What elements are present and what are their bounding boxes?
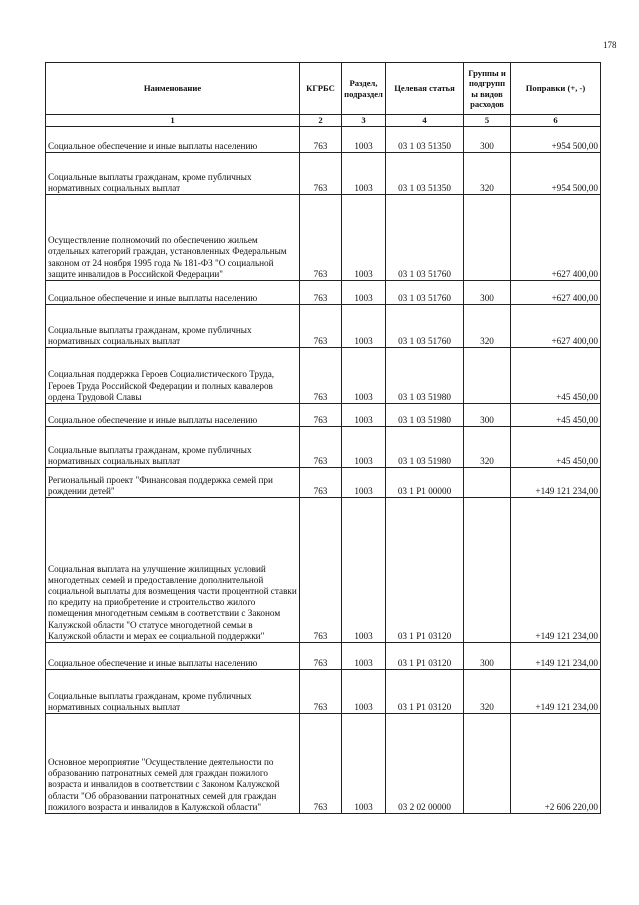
row-section: 1003 [342,643,386,670]
row-kgrbs: 763 [300,468,342,498]
row-group: 320 [464,427,511,468]
table-row [46,427,601,468]
row-amount: +45 450,00 [511,348,601,404]
table-row [46,643,601,670]
row-kgrbs: 763 [300,643,342,670]
row-name: Социальная выплата на улучшение жилищных условий многодетных семей и предоставление дополнительной социальной выплаты для возмещения части процентной ставки по кредиту на приобретение и строительство жилого помещения многодетным семьям в соответствии с Законом Калужской области "О статусе многодетной семьи в Калужской области и мерах ее социальной поддержки" [46,498,300,643]
header-target: Целевая статья [386,63,464,115]
row-section: 1003 [342,195,386,281]
row-name: Основное мероприятие "Осуществление деятельности по образованию патронатных семей для граждан пожилого возраста и инвалидов в соответствии с Законом Калужской области "Об образовании патронатных семей для граждан пожилого возраста и инвалидов в Калужской области" [46,714,300,814]
column-number-row [46,115,601,127]
table-row [46,281,601,305]
row-target: 03 1 03 51760 [386,195,464,281]
row-group: 320 [464,153,511,195]
column-number: 1 [46,115,300,127]
row-target: 03 1 03 51350 [386,127,464,153]
table-header-row [46,63,601,115]
column-number: 4 [386,115,464,127]
table-row [46,153,601,195]
table-row [46,348,601,404]
row-group [464,348,511,404]
row-group: 300 [464,643,511,670]
row-target: 03 1 03 51980 [386,404,464,427]
table-row [46,498,601,643]
column-number: 3 [342,115,386,127]
row-name: Социальное обеспечение и иные выплаты населению [46,643,300,670]
row-target: 03 1 03 51980 [386,348,464,404]
row-name: Социальное обеспечение и иные выплаты населению [46,127,300,153]
row-name: Социальные выплаты гражданам, кроме публичных нормативных социальных выплат [46,305,300,348]
row-name: Осуществление полномочий по обеспечению жильем отдельных категорий граждан, установленных Федеральным законом от 24 ноября 1995 года № 181-ФЗ "О социальной защите инвалидов в Российской Федерации" [46,195,300,281]
row-section: 1003 [342,305,386,348]
row-amount: +954 500,00 [511,127,601,153]
row-section: 1003 [342,670,386,714]
row-group [464,468,511,498]
row-target: 03 1 P1 00000 [386,468,464,498]
row-target: 03 1 P1 03120 [386,498,464,643]
row-name: Социальная поддержка Героев Социалистического Труда, Героев Труда Российской Федерации и полных кавалеров ордена Трудовой Славы [46,348,300,404]
row-kgrbs: 763 [300,427,342,468]
row-group [464,714,511,814]
row-kgrbs: 763 [300,153,342,195]
budget-table [45,62,601,814]
row-group: 320 [464,305,511,348]
row-name: Социальные выплаты гражданам, кроме публичных нормативных социальных выплат [46,153,300,195]
row-target: 03 1 03 51350 [386,153,464,195]
table-row [46,127,601,153]
row-amount: +627 400,00 [511,195,601,281]
row-amount: +627 400,00 [511,281,601,305]
row-kgrbs: 763 [300,195,342,281]
column-number: 6 [511,115,601,127]
row-section: 1003 [342,427,386,468]
header-group: Группы и подгрупп ы видов расходов [464,63,511,115]
row-target: 03 1 P1 03120 [386,643,464,670]
row-group: 300 [464,281,511,305]
header-amendment: Поправки (+, -) [511,63,601,115]
row-amount: +627 400,00 [511,305,601,348]
row-target: 03 2 02 00000 [386,714,464,814]
row-name: Социальные выплаты гражданам, кроме публичных нормативных социальных выплат [46,427,300,468]
header-name: Наименование [46,63,300,115]
row-target: 03 1 03 51760 [386,281,464,305]
row-group: 320 [464,670,511,714]
row-name: Региональный проект "Финансовая поддержка семей при рождении детей" [46,468,300,498]
row-kgrbs: 763 [300,281,342,305]
row-section: 1003 [342,404,386,427]
row-amount: +149 121 234,00 [511,468,601,498]
row-target: 03 1 03 51760 [386,305,464,348]
row-section: 1003 [342,498,386,643]
row-name: Социальные выплаты гражданам, кроме публичных нормативных социальных выплат [46,670,300,714]
row-section: 1003 [342,348,386,404]
table-row [46,404,601,427]
header-section: Раздел, подраздел [342,63,386,115]
row-kgrbs: 763 [300,714,342,814]
row-amount: +954 500,00 [511,153,601,195]
row-name: Социальное обеспечение и иные выплаты населению [46,281,300,305]
row-kgrbs: 763 [300,305,342,348]
row-kgrbs: 763 [300,498,342,643]
table-row [46,714,601,814]
row-kgrbs: 763 [300,404,342,427]
row-section: 1003 [342,281,386,305]
row-section: 1003 [342,714,386,814]
row-kgrbs: 763 [300,348,342,404]
row-amount: +149 121 234,00 [511,670,601,714]
table-row [46,468,601,498]
column-number: 2 [300,115,342,127]
row-kgrbs: 763 [300,127,342,153]
row-kgrbs: 763 [300,670,342,714]
table-row [46,670,601,714]
row-amount: +149 121 234,00 [511,643,601,670]
page-number: 178 [603,40,617,50]
row-amount: +149 121 234,00 [511,498,601,643]
row-section: 1003 [342,127,386,153]
row-group [464,195,511,281]
table-row [46,195,601,281]
row-target: 03 1 03 51980 [386,427,464,468]
table-row [46,305,601,348]
row-amount: +45 450,00 [511,404,601,427]
column-number: 5 [464,115,511,127]
row-group [464,498,511,643]
row-group: 300 [464,127,511,153]
row-name: Социальное обеспечение и иные выплаты населению [46,404,300,427]
row-group: 300 [464,404,511,427]
header-kgrbs: КГРБС [300,63,342,115]
row-amount: +2 606 220,00 [511,714,601,814]
row-target: 03 1 P1 03120 [386,670,464,714]
row-section: 1003 [342,468,386,498]
row-section: 1003 [342,153,386,195]
row-amount: +45 450,00 [511,427,601,468]
